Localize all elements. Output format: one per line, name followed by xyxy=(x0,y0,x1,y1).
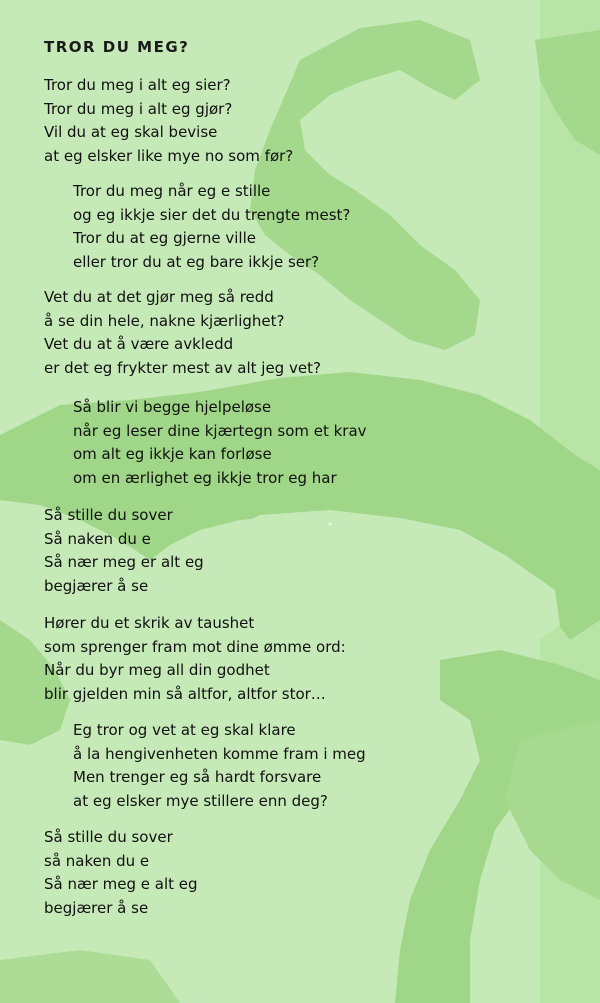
lyric-line: å se din hele, nakne kjærlighet? xyxy=(44,311,285,330)
lyric-line: Vil du at eg skal bevise xyxy=(44,123,218,141)
lyric-line: Så nær meg e alt eg xyxy=(44,875,198,893)
lyric-line: Vet du at det gjør meg så redd xyxy=(44,288,274,306)
stanza-7 xyxy=(73,719,366,813)
lyric-line: Tror du meg når eg e stille xyxy=(73,182,271,200)
lyric-line: begjærer å se xyxy=(44,898,149,917)
lyric-line: Men trenger eg så hardt forsvare xyxy=(73,768,322,786)
lyric-line: Når du byr meg all din godhet xyxy=(44,661,270,679)
lyric-line: at eg elsker like mye no som før? xyxy=(44,146,294,165)
lyric-line: begjærer å se xyxy=(44,576,149,595)
lyric-line: Så stille du sover xyxy=(44,506,173,524)
song-title: TROR DU MEG? xyxy=(44,38,190,56)
lyric-line: Hører du et skrik av taushet xyxy=(44,614,255,632)
lyric-line: og eg ikkje sier det du trengte mest? xyxy=(73,205,351,224)
stanza-5-refrain xyxy=(44,504,204,598)
lyric-line: er det eg frykter mest av alt jeg vet? xyxy=(44,358,321,377)
lyric-line: som sprenger fram mot dine ømme ord: xyxy=(44,637,346,656)
lyric-line: Så blir vi begge hjelpeløse xyxy=(73,398,272,416)
lyric-line: eller tror du at eg bare ikkje ser? xyxy=(73,252,320,271)
lyric-line: om en ærlighet eg ikkje tror eg har xyxy=(73,468,337,487)
lyric-line: Så naken du e xyxy=(44,529,151,548)
lyric-line: at eg elsker mye stillere enn deg? xyxy=(73,791,328,810)
lyric-line: Så nær meg er alt eg xyxy=(44,553,204,571)
stanza-2 xyxy=(73,180,350,274)
lyric-line: å la hengivenheten komme fram i meg xyxy=(73,744,366,763)
stanza-8-refrain xyxy=(44,826,198,920)
lyric-line: Så stille du sover xyxy=(44,828,173,846)
stanza-3 xyxy=(44,286,321,380)
lyric-line: Eg tror og vet at eg skal klare xyxy=(73,721,296,739)
lyric-line: Tror du at eg gjerne ville xyxy=(73,229,256,247)
stanza-1 xyxy=(44,74,293,168)
stanza-4 xyxy=(73,396,367,490)
stanza-6 xyxy=(44,612,346,706)
lyric-line: så naken du e xyxy=(44,851,150,870)
lyric-line: Tror du meg i alt eg gjør? xyxy=(44,99,233,118)
lyric-line: blir gjelden min så altfor, altfor stor… xyxy=(44,684,326,703)
lyric-line: om alt eg ikkje kan forløse xyxy=(73,445,272,463)
lyric-line: når eg leser dine kjærtegn som et krav xyxy=(73,421,367,440)
lyric-line: Tror du meg i alt eg sier? xyxy=(44,76,231,94)
lyric-line: Vet du at å være avkledd xyxy=(44,335,234,353)
